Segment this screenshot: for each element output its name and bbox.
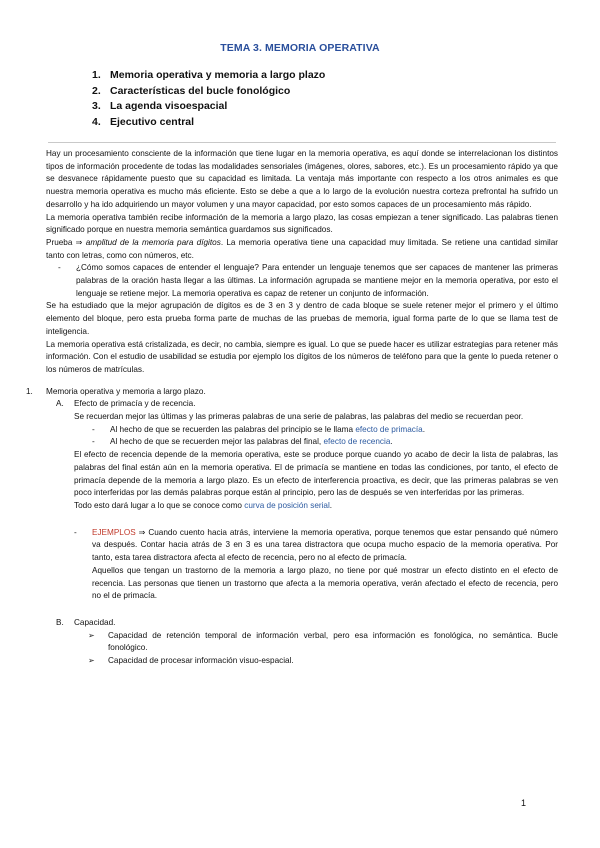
bullet-body: Al hecho de que se recuerden mejor las palabras del final, xyxy=(110,437,324,447)
section-title: Memoria operativa y memoria a largo plazo. xyxy=(46,386,206,396)
paragraph: El efecto de recencia depende de la memoria operativa, este se produce porque cuando yo acabo de decir la lista de palabras, las palabras del final están aún en la memoria operativa. El de primacía se mantiene en todas las condiciones, por tanto, el efecto de primacía depende de la memoria a largo plazo. Es un efecto de interferencia proactiva, es decir, que las primeras palabras se ven poco interferidas por las demás palabras porque están al principio, pero las de después se ven interferidas por las primeras. xyxy=(74,450,558,498)
term-serial-position-curve: curva de posición serial xyxy=(244,500,330,510)
divider xyxy=(48,142,556,143)
dash-bullet: - xyxy=(92,424,95,434)
arrow-bullet-icon: ➢ xyxy=(88,630,95,640)
toc-number: 2. xyxy=(92,84,101,97)
arrow-item xyxy=(88,655,558,668)
subsection-title: Efecto de primacía y de recencia. xyxy=(74,399,196,409)
punct: . xyxy=(329,500,333,510)
paragraph: Se recuerdan mejor las últimas y las primeras palabras de una serie de palabras, las palabras del medio se recuerdan peor. xyxy=(74,412,524,422)
subsection-a-content xyxy=(74,411,558,513)
toc-number: 1. xyxy=(92,69,101,81)
example-text: ⇒ Cuando cuento hacia atrás, interviene la memoria operativa, porque tenemos que estar pensando qué número va después. Contar hacia atrás de 3 en 3 es una tarea distractora que ocupa mucho espacio de la memoria operativa. Por tanto, esta tarea distractora afecta al efecto de recencia, pero no al efecto de primacía. xyxy=(92,527,558,563)
subsection-letter: B. xyxy=(56,617,64,627)
dash-bullet: - xyxy=(92,437,95,447)
toc-number: 4. xyxy=(92,115,101,128)
bullet-text xyxy=(110,424,558,437)
toc-item xyxy=(92,84,325,100)
document-body xyxy=(26,148,558,668)
paragraph xyxy=(74,500,558,513)
punct: . xyxy=(390,437,393,447)
bullet-item xyxy=(46,262,558,300)
test-prefix: Prueba ⇒ xyxy=(46,237,86,247)
section-heading xyxy=(26,386,558,399)
paragraph-body: Todo esto dará lugar a lo que se conoce como xyxy=(74,500,245,510)
arrow-item xyxy=(88,630,558,655)
test-description: . La memoria operativa tiene una capacidad muy limitada. Se retiene una cantidad similar tanto con letras, como con números, etc. xyxy=(46,237,558,260)
subsection-heading xyxy=(56,398,558,411)
toc-item xyxy=(92,99,325,115)
intro-paragraph: Hay un procesamiento consciente de la información que tiene lugar en la memoria operativa, es aquí donde se interrelacionan los distintos tipos de información procedente de todas las modalidades sensoriales (imágenes, olores, sabores, etc.). Es un procesamiento rápido ya que se desvanece rápidamente puesto que su capacidad es limitada. La ventaja más importante con respecto a los otros animales es que nuestra memoria operativa es mucho más eficiente. Esto se debe a que a lo largo de la evolución nuestra corteza prefrontal ha sufrido un desarrollo y ha ido adquiriendo un mayor volumen y una mayor capacidad, por esto somos capaces de un procesamiento más rápido. xyxy=(46,149,558,209)
bullet-item xyxy=(80,436,558,449)
section-number: 1. xyxy=(26,386,33,396)
test-name: amplitud de la memoria para dígitos xyxy=(85,237,221,247)
document-title: TEMA 3. MEMORIA OPERATIVA xyxy=(220,42,380,54)
table-of-contents xyxy=(92,68,325,130)
example-paragraph xyxy=(92,527,558,565)
example-paragraph: Aquellos que tengan un trastorno de la memoria a largo plazo, no tiene por qué mostrar un efecto distinto en el efecto de recencia. Las personas que tienen un trastorno que afecta a la memoria operativa, verán afectado el efecto de recencia, pero no el de primacía. xyxy=(92,565,558,601)
dash-bullet: - xyxy=(58,263,61,273)
subsection-heading xyxy=(56,617,558,630)
intro-paragraph xyxy=(46,237,558,262)
page-number: 1 xyxy=(521,798,527,808)
toc-item xyxy=(92,115,325,131)
toc-label: Características del bucle fonológico xyxy=(110,84,291,97)
toc-label: Ejecutivo central xyxy=(110,115,195,128)
example-block xyxy=(62,527,558,603)
bullet-body: Al hecho de que se recuerden las palabras del principio se le llama xyxy=(110,424,356,434)
bullet-item xyxy=(80,424,558,437)
toc-number: 3. xyxy=(92,100,101,112)
bullet-text: ¿Cómo somos capaces de entender el lenguaje? Para entender un lenguaje tenemos que ser capaces de mantener las primeras palabras de la oración hasta llegar a las últimas. La información agrupada se mantiene mejor en la memoria operativa, por esto el lenguaje se retiene mejor. La memoria operativa es capaz de retener un conjunto de información. xyxy=(76,263,558,298)
term-primacy: efecto de primacía xyxy=(355,424,423,434)
intro-paragraph: La memoria operativa está cristalizada, es decir, no cambia, siempre es igual. Lo que se puede hacer es utilizar estrategias para retener más información. Con el estudio de usabilidad se estudia por ejemplo los dígitos de los números de teléfono para que la gente lo pueda retener o los números de matrículas. xyxy=(46,339,558,374)
subsection-title: Capacidad. xyxy=(74,617,116,627)
capacity-text: Capacidad de retención temporal de información verbal, pero esa información es fonológica, no semántica. Bucle fonológico. xyxy=(108,630,558,653)
arrow-bullet-icon: ➢ xyxy=(88,656,95,666)
bullet-text xyxy=(110,436,558,449)
intro-paragraph: Se ha estudiado que la mejor agrupación de dígitos es de 3 en 3 y dentro de cada bloque se suele retener mejor el primero y el último elemento del bloque, pero esta prueba forma parte de muchas de las pruebas de memoria, igual forma parte de lo que se llama test de inteligencia. xyxy=(46,301,558,336)
term-recency: efecto de recencia xyxy=(323,437,391,447)
toc-item xyxy=(92,68,325,84)
punct: . xyxy=(422,424,425,434)
intro-paragraph: La memoria operativa también recibe información de la memoria a largo plazo, las cosas empiezan a tener significado. Las palabras tienen significado porque en nuestra memoria semántica guardamos sus significados. xyxy=(46,212,558,235)
dash-bullet: - xyxy=(74,527,77,537)
subsection-letter: A. xyxy=(56,399,64,409)
examples-label: EJEMPLOS xyxy=(92,527,136,537)
toc-label: La agenda visoespacial xyxy=(110,100,228,112)
capacity-text: Capacidad de procesar información visuo-espacial. xyxy=(108,656,294,666)
example-content xyxy=(92,527,558,603)
toc-label: Memoria operativa y memoria a largo plazo xyxy=(110,69,326,81)
